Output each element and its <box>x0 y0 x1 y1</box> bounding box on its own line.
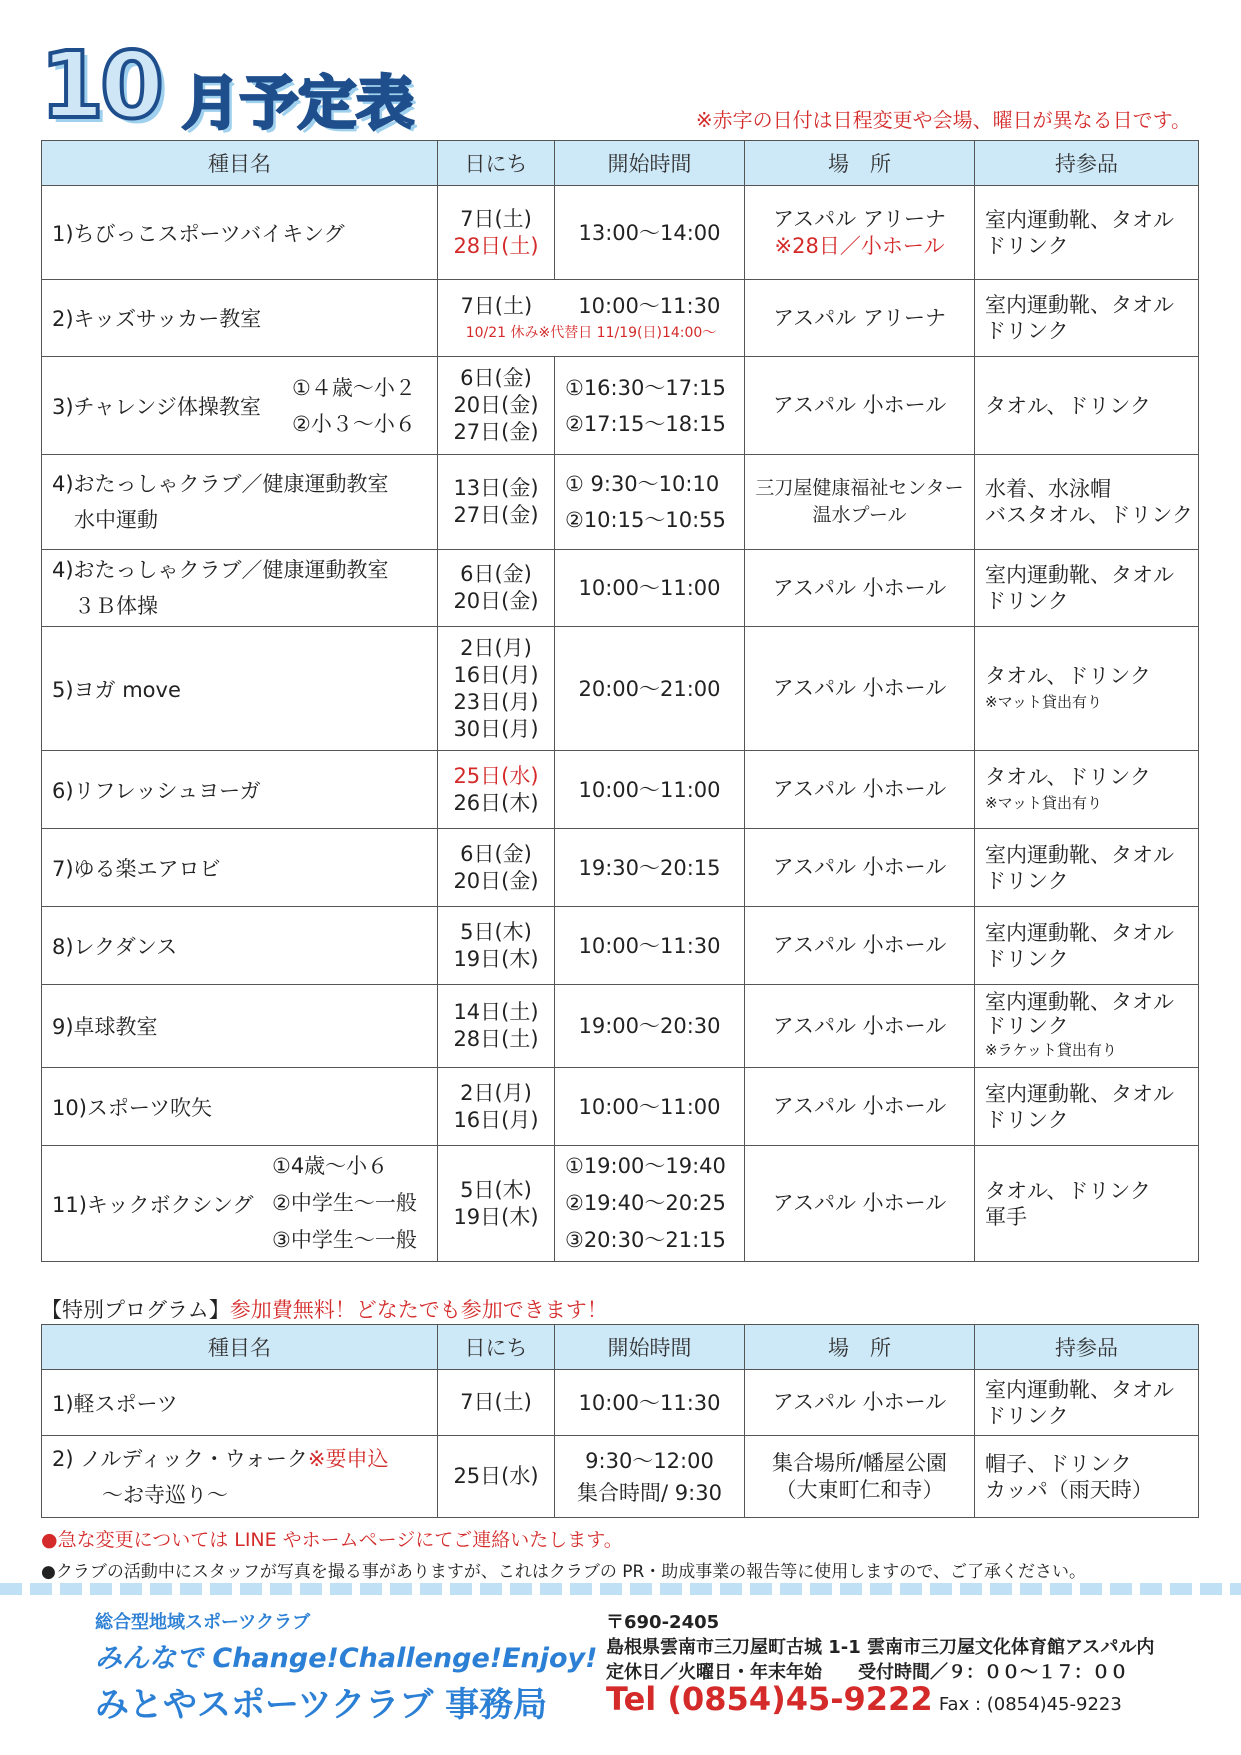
program-items: 室内運動靴、タオル ドリンク <box>975 829 1199 907</box>
program-dates: 7日(土) <box>438 1370 555 1436</box>
col-header-items: 持参品 <box>975 1325 1199 1370</box>
program-location: アスパル 小ホール <box>745 751 975 829</box>
footer-contact <box>606 1610 1154 1717</box>
program-dates: 25日(水) <box>438 1436 555 1518</box>
program-date-time: 7日(土) 10:00～11:30 10/21 休み※代替日 11/19(日)14:00～ <box>438 280 745 357</box>
program-location: アスパル 小ホール <box>745 1068 975 1146</box>
bottom-notes <box>41 1524 1086 1588</box>
program-dates: 6日(金) 20日(金) <box>438 829 555 907</box>
program-time: 19:00～20:30 <box>555 985 745 1068</box>
program-location: 三刀屋健康福祉センター 温水プール <box>745 455 975 550</box>
col-header-date: 日にち <box>438 1325 555 1370</box>
program-items: 室内運動靴、タオル ドリンク ※ラケット貸出有り <box>975 985 1199 1068</box>
program-location: アスパル 小ホール <box>745 1146 975 1262</box>
program-name: 10)スポーツ吹矢 <box>42 1068 438 1146</box>
program-name: 4)おたっしゃクラブ／健康運動教室 ３Ｂ体操 <box>42 550 438 627</box>
col-header-location: 場 所 <box>745 1325 975 1370</box>
col-header-time: 開始時間 <box>555 1325 745 1370</box>
program-items: 室内運動靴、タオル ドリンク <box>975 907 1199 985</box>
program-items: タオル、ドリンク ※マット貸出有り <box>975 627 1199 751</box>
program-dates: 14日(土) 28日(土) <box>438 985 555 1068</box>
program-dates: 6日(金) 20日(金) 27日(金) <box>438 357 555 455</box>
program-dates: 5日(木) 19日(木) <box>438 1146 555 1262</box>
table-row <box>42 1146 1199 1262</box>
business-hours: 定休日／火曜日・年末年始 受付時間／９：００～１７：００ <box>606 1662 1128 1683</box>
program-name: 7)ゆる楽エアロビ <box>42 829 438 907</box>
table-header-row <box>42 141 1199 186</box>
program-time: 10:00～11:00 <box>555 550 745 627</box>
program-dates: 2日(月) 16日(月) <box>438 1068 555 1146</box>
col-header-items: 持参品 <box>975 141 1199 186</box>
program-items: 室内運動靴、タオル ドリンク <box>975 1370 1199 1436</box>
program-name: 1)ちびっこスポーツバイキング <box>42 186 438 280</box>
program-time: 10:00～11:30 <box>555 907 745 985</box>
table-row <box>42 829 1199 907</box>
program-items: 室内運動靴、タオル ドリンク <box>975 1068 1199 1146</box>
footer-brand <box>95 1608 597 1726</box>
program-location: アスパル アリーナ <box>745 280 975 357</box>
program-location: アスパル 小ホール <box>745 985 975 1068</box>
special-program-label: 【特別プログラム】 <box>41 1298 230 1322</box>
program-items: タオル、ドリンク 軍手 <box>975 1146 1199 1262</box>
program-name: 6)リフレッシュヨーガ <box>42 751 438 829</box>
table-row <box>42 751 1199 829</box>
program-time: ①19:00～19:40 ②19:40～20:25 ③20:30～21:15 <box>555 1146 745 1262</box>
program-time: 20:00～21:00 <box>555 627 745 751</box>
program-items: タオル、ドリンク ※マット貸出有り <box>975 751 1199 829</box>
table-row <box>42 550 1199 627</box>
program-time: 19:30～20:15 <box>555 829 745 907</box>
fax-number: Fax : (0854)45-9223 <box>938 1694 1122 1715</box>
table-row <box>42 455 1199 550</box>
program-dates: 7日(土) 28日(土) <box>438 186 555 280</box>
program-dates: 5日(木) 19日(木) <box>438 907 555 985</box>
program-dates: 13日(金) 27日(金) <box>438 455 555 550</box>
table-row <box>42 985 1199 1068</box>
program-name: 4)おたっしゃクラブ／健康運動教室 水中運動 <box>42 455 438 550</box>
special-program-note: 参加費無料！どなたでも参加できます！ <box>229 1298 608 1322</box>
title-text: 月予定表 <box>182 69 415 137</box>
table-row <box>42 1370 1199 1436</box>
club-office-name: みとやスポーツクラブ 事務局 <box>95 1685 548 1725</box>
address: 島根県雲南市三刀屋町古城 1-1 雲南市三刀屋文化体育館アスパル内 <box>606 1637 1155 1658</box>
program-time: ① 9:30～10:10 ②10:15～10:55 <box>555 455 745 550</box>
date-note: 10/21 休み※代替日 11/19(日)14:00～ <box>465 325 717 341</box>
col-header-date: 日にち <box>438 141 555 186</box>
table-row <box>42 357 1199 455</box>
title-number: 10 <box>40 32 161 139</box>
footer-divider <box>0 1583 1241 1595</box>
program-location: アスパル 小ホール <box>745 1370 975 1436</box>
program-name: 3)チャレンジ体操教室 ①４歳～小２ ②小３～小６ <box>42 357 438 455</box>
col-header-name: 種目名 <box>42 141 438 186</box>
program-location: アスパル 小ホール <box>745 829 975 907</box>
program-name: 2)キッズサッカー教室 <box>42 280 438 357</box>
red-date-note: ※赤字の日付は日程変更や会場、曜日が異なる日です。 <box>695 108 1191 132</box>
program-time: ①16:30～17:15 ②17:15～18:15 <box>555 357 745 455</box>
col-header-name: 種目名 <box>42 1325 438 1370</box>
postal-code: 〒690-2405 <box>606 1612 720 1633</box>
table-row <box>42 186 1199 280</box>
program-name: 8)レクダンス <box>42 907 438 985</box>
col-header-time: 開始時間 <box>555 141 745 186</box>
program-time: 13:00～14:00 <box>555 186 745 280</box>
program-items: 水着、水泳帽 バスタオル、ドリンク <box>975 455 1199 550</box>
program-location: 集合場所/幡屋公園 （大東町仁和寺） <box>745 1436 975 1518</box>
schedule-table <box>41 140 1199 1262</box>
program-dates: 25日(水) 26日(木) <box>438 751 555 829</box>
program-name: 11)キックボクシング ①4歳～小６ ②中学生～一般 ③中学生～一般 <box>42 1146 438 1262</box>
table-row <box>42 1436 1199 1518</box>
table-row <box>42 1068 1199 1146</box>
program-name: 9)卓球教室 <box>42 985 438 1068</box>
program-items: 室内運動靴、タオル ドリンク <box>975 550 1199 627</box>
club-type: 総合型地域スポーツクラブ <box>95 1612 311 1633</box>
notice-line-contact: ●急な変更については LINE やホームページにてご連絡いたします。 <box>41 1529 623 1551</box>
program-items: 室内運動靴、タオル ドリンク <box>975 280 1199 357</box>
program-location: アスパル アリーナ ※28日／小ホール <box>745 186 975 280</box>
program-location: アスパル 小ホール <box>745 907 975 985</box>
program-location: アスパル 小ホール <box>745 357 975 455</box>
program-time: 10:00～11:30 <box>555 1370 745 1436</box>
table-row <box>42 627 1199 751</box>
club-slogan: みんなで Change!Challenge!Enjoy! <box>95 1643 598 1674</box>
program-dates: 2日(月) 16日(月) 23日(月) 30日(月) <box>438 627 555 751</box>
special-table <box>41 1324 1199 1518</box>
program-time: 10:00～11:00 <box>555 1068 745 1146</box>
program-name: 2) ノルディック・ウォーク※要申込 ～お寺巡り～ <box>42 1436 438 1518</box>
special-program-heading <box>41 1294 608 1324</box>
program-time: 10:00～11:00 <box>555 751 745 829</box>
program-items: 帽子、ドリンク カッパ（雨天時） <box>975 1436 1199 1518</box>
table-row <box>42 280 1199 357</box>
program-time: 9:30～12:00 集合時間/ 9:30 <box>555 1436 745 1518</box>
program-name: 1)軽スポーツ <box>42 1370 438 1436</box>
table-row <box>42 907 1199 985</box>
col-header-location: 場 所 <box>745 141 975 186</box>
program-dates: 6日(金) 20日(金) <box>438 550 555 627</box>
program-items: 室内運動靴、タオル ドリンク <box>975 186 1199 280</box>
program-location: アスパル 小ホール <box>745 627 975 751</box>
program-items: タオル、ドリンク <box>975 357 1199 455</box>
program-name: 5)ヨガ move <box>42 627 438 751</box>
program-location: アスパル 小ホール <box>745 550 975 627</box>
special-header-row <box>42 1325 1199 1370</box>
notice-line-photo: ●クラブの活動中にスタッフが写真を撮る事がありますが、これはクラブの PR・助成事業の報告等に使用しますので、ご了承ください。 <box>41 1562 1086 1582</box>
phone-number: Tel (0854)45-9222 <box>606 1680 933 1718</box>
